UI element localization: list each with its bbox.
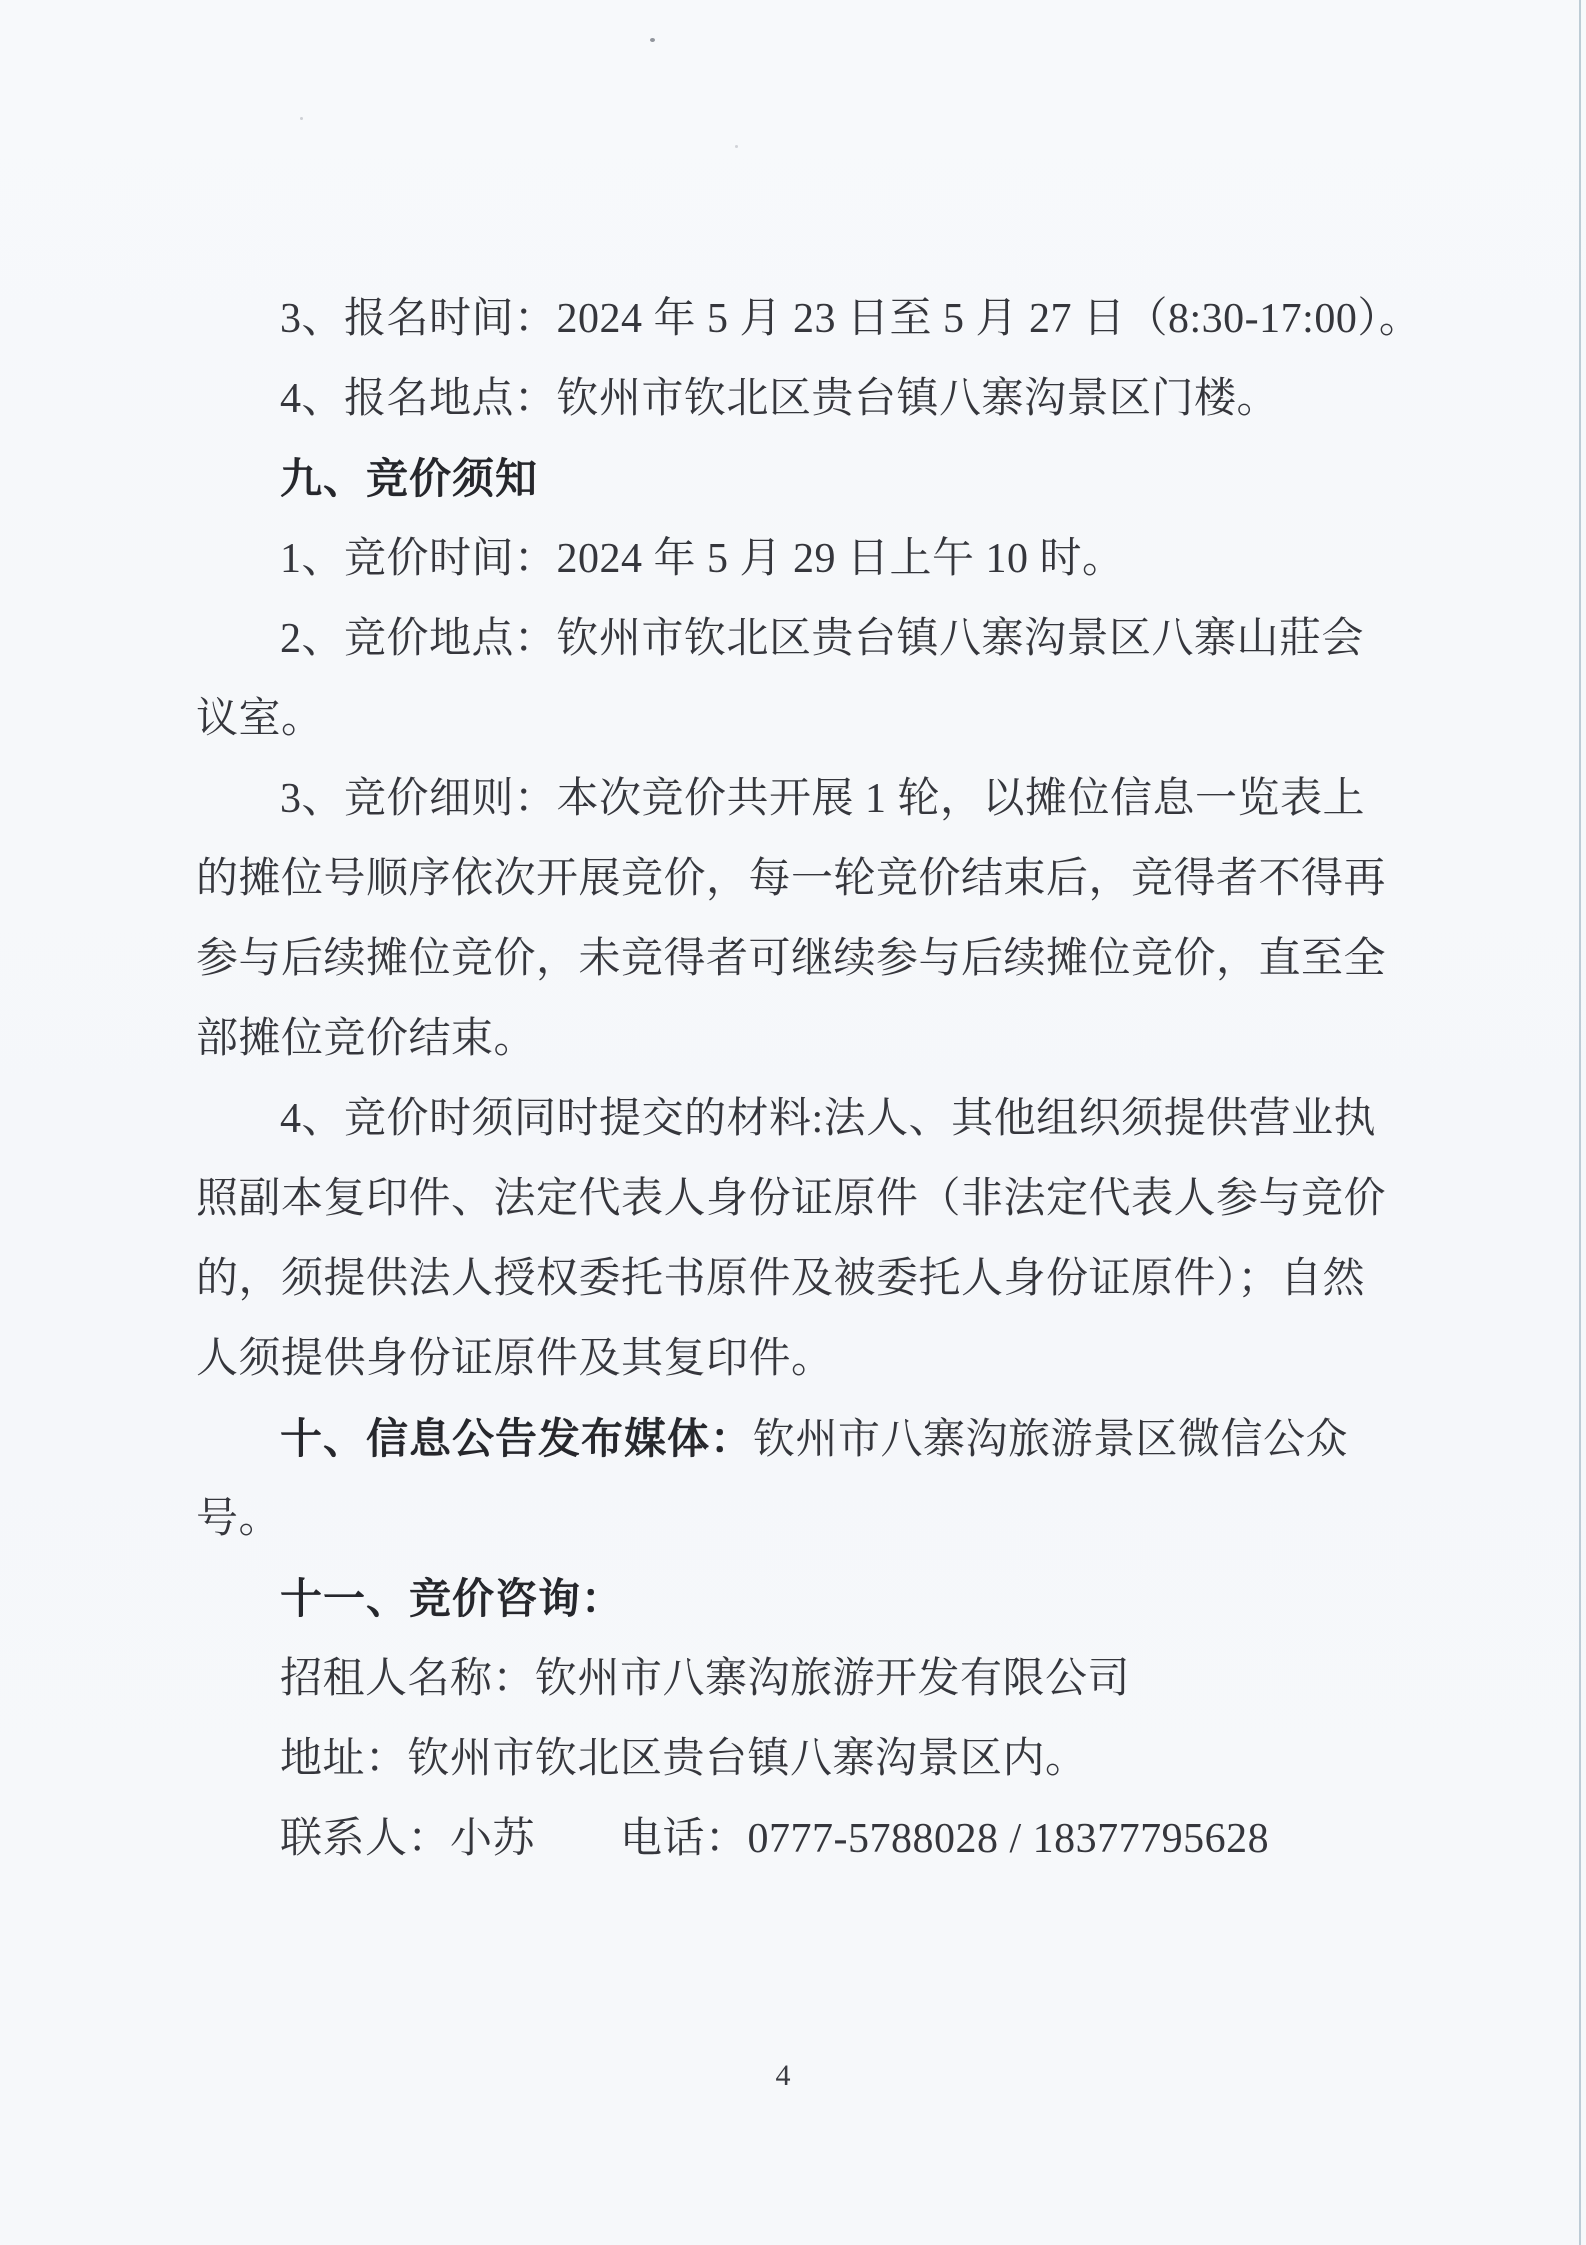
paragraph-media-line2: 号。: [196, 1496, 282, 1542]
scan-speck: [650, 38, 655, 42]
paragraph-bid-rules-line3: 参与后续摊位竞价，未竞得者可继续参与后续摊位竞价，直至全: [196, 936, 1387, 982]
scan-edge-line: [1579, 0, 1581, 2245]
paragraph-bid-place-line2: 议室。: [196, 696, 324, 742]
paragraph-bid-place-line1: 2、竞价地点：钦州市钦北区贵台镇八寨沟景区八寨山莊会: [280, 616, 1365, 662]
media-text: 钦州市八寨沟旅游景区微信公众: [753, 1417, 1349, 1463]
paragraph-bid-materials-line1: 4、竞价时须同时提交的材料:法人、其他组织须提供营业执: [280, 1096, 1377, 1142]
paragraph-bid-materials-line4: 人须提供身份证原件及其复印件。: [196, 1336, 834, 1382]
page-content: [196, 279, 1456, 1879]
page-number: 4: [775, 2059, 791, 2092]
paragraph-lessor-name: 招租人名称：钦州市八寨沟旅游开发有限公司: [280, 1656, 1131, 1702]
paragraph-bid-rules-line2: 的摊位号顺序依次开展竞价，每一轮竞价结束后，竞得者不得再: [196, 856, 1387, 902]
section-heading-media: 十、信息公告发布媒体：: [280, 1415, 754, 1462]
scan-speck: [735, 145, 738, 148]
scan-speck: [300, 117, 303, 120]
paragraph-address: 地址：钦州市钦北区贵台镇八寨沟景区内。: [280, 1736, 1088, 1782]
paragraph-signup-place: 4、报名地点：钦州市钦北区贵台镇八寨沟景区门楼。: [280, 376, 1280, 422]
section-heading-consultation: 十一、竞价咨询：: [280, 1575, 625, 1622]
paragraph-bid-time: 1、竞价时间：2024 年 5 月 29 日上午 10 时。: [280, 536, 1125, 582]
paragraph-bid-materials-line3: 的，须提供法人授权委托书原件及被委托人身份证原件）；自然: [196, 1256, 1366, 1302]
paragraph-bid-materials-line2: 照副本复印件、法定代表人身份证原件（非法定代表人参与竞价: [196, 1176, 1387, 1222]
paragraph-bid-rules-line1: 3、竞价细则：本次竞价共开展 1 轮，以摊位信息一览表上: [280, 776, 1366, 822]
paragraph-bid-rules-line4: 部摊位竞价结束。: [196, 1016, 537, 1062]
section-heading-bidding-notes: 九、竞价须知: [280, 455, 539, 502]
paragraph-signup-time: 3、报名时间：2024 年 5 月 23 日至 5 月 27 日（8:30-17:00）。: [280, 296, 1422, 342]
paragraph-media: [196, 1399, 1456, 1479]
paragraph-contact-phone: 联系人：小苏 电话：0777-5788028 / 18377795628: [280, 1816, 1270, 1862]
